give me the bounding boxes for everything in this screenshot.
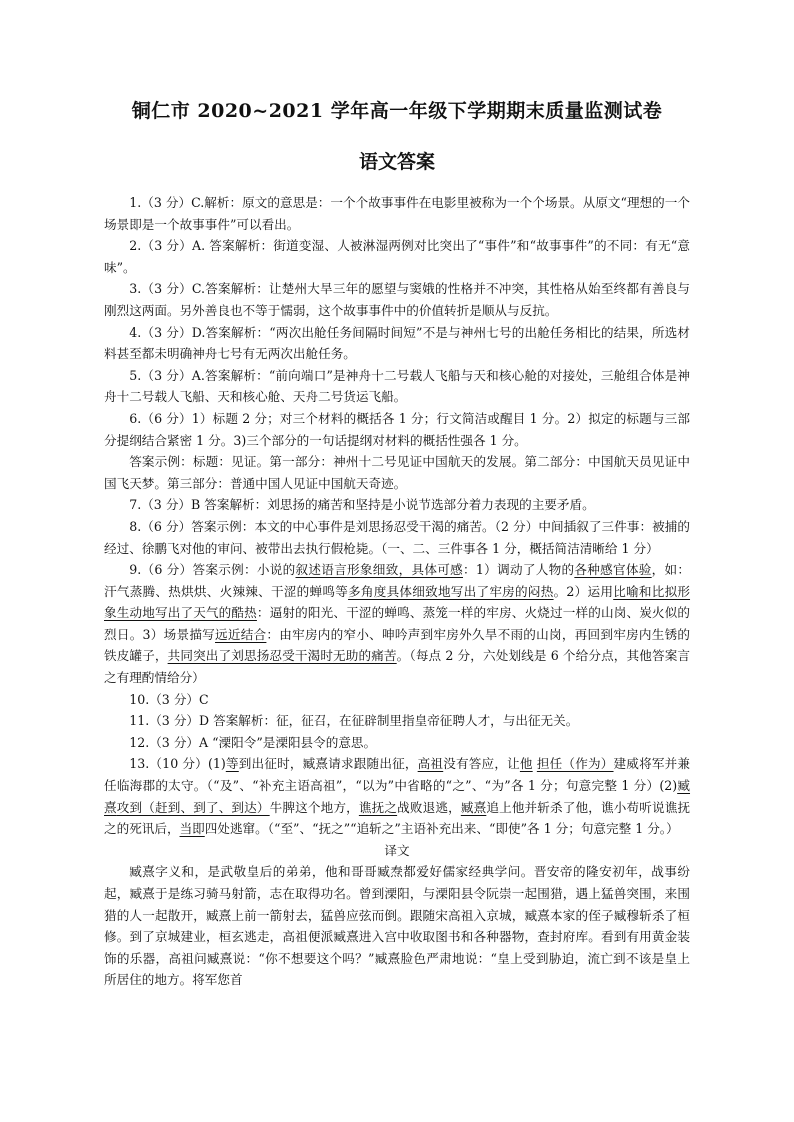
q13-underline: 等 — [225, 756, 239, 772]
answer-q3: 3.（3 分）C.答案解析：让楚州大旱三年的愿望与窦娥的性格并不冲突，其性格从始至终都有善良与刚烈这两面。另外善良也不等于懦弱，这个故事事件中的价值转折是顺从与反抗。 — [104, 281, 690, 318]
answer-q11: 11.（3 分）D 答案解析：征，征召，在征辟制里指皇帝征聘人才，与出征无关。 — [129, 713, 579, 729]
q13-text: 到出征时，臧熹请求跟随出征， — [238, 756, 418, 772]
q13-underline: 臧熹 — [104, 778, 691, 815]
translation-body: 臧熹字义和，是武敬皇后的弟弟，他和哥哥臧焘都爱好儒家经典学问。晋安帝的隆安初年，战事纷起，臧熹于是练习骑马射箭，志在取得功名。曾到溧阳，与溧阳县令阮崇一起围猎，遇上猛兽突围，来围猎的人一起散开，臧熹上前一箭射去，猛兽应弦而倒。跟随宋高祖入京城，臧熹本家的侄子臧穆斩杀了桓修。到了京城建业，桓玄逃走，高祖便派臧熹进入宫中收取图书和各种器物，查封府库。看到有用黄金装饰的乐器，高祖问臧熹说：“你不想要这个吗？”臧熹脸色严肃地说：“皇上受到胁迫，流亡到不该是皇上所居住的地方。将军您首 — [104, 864, 690, 988]
q9-text: ，如：汗气蒸腾、热烘烘、火辣辣、干涩的蝉鸣等 — [104, 562, 691, 599]
translation-heading: 译文 — [384, 842, 410, 858]
answer-q7: 7.（3 分）B 答案解析：刘思扬的痛苦和坚持是小说节选部分着力表现的主要矛盾。 — [129, 497, 595, 513]
q9-text: ：逼射的阳光、干涩的蝉鸣、蒸笼一样的牢房、火烧过一样的山岗、炭火似的烈日。3）场景描写 — [104, 605, 691, 642]
q13-text: 牛脾这个地方， — [269, 799, 359, 815]
q13-underline: 谯抚之 — [358, 799, 398, 815]
answer-q4: 4.（3 分）D.答案解析：“两次出舱任务间隔时间短”不是与神州七号的出舱任务相比的结果，所选材料甚至都未明确神舟七号有无两次出舱任务。 — [104, 324, 690, 362]
q9-text: 9.（6 分）答案示例：小说的 — [129, 562, 296, 578]
q13-underline: 攻到（赶到、到了、到达） — [116, 799, 270, 815]
q13-text: 追上他并斩杀了他，谯小苟听说谯抚之的死讯后， — [104, 799, 691, 837]
q9-underline: 多角度具体细致地写出了牢房的闷热 — [348, 583, 554, 599]
q9-text: ：由牢房内的窄小、呻吟声到牢房外久旱不雨的山岗，再回到牢房内生锈的铁皮罐子， — [104, 626, 691, 664]
q13-underline: 高祖 — [417, 756, 444, 772]
q13-underline: 他 — [519, 756, 533, 772]
answer-q1: 1.（3 分）C.解析：原文的意思是：一个个故事事件在电影里被称为一个个场景。从原文“理想的一个场景即是一个故事事件”可以看出。 — [104, 195, 690, 232]
answer-q5: 5.（3 分）A.答案解析：“前向端口”是神舟十二号载人飞船与天和核心舱的对接处，三舱组合体是神舟十二号载人飞船、天和核心舱、天舟二号货运飞船。 — [104, 367, 690, 405]
answer-q9 — [104, 559, 690, 689]
q9-underline: 远近结合 — [215, 626, 267, 642]
document-title: 铜仁市 2020~2021 学年高一年级下学期期末质量监测试卷 — [131, 100, 663, 122]
q13-text: 13.（10 分）(1) — [129, 756, 226, 772]
q13-underline: 臧熹 — [460, 799, 487, 815]
q9-text: 。（每点 2 分，六处划线是 6 个给分点，其他答案言之有理酌情给分） — [104, 648, 691, 686]
q9-text: ：1）调动了人物的 — [463, 562, 575, 578]
q9-underline: 共同突出了刘思扬忍受干渴时无助的痛苦 — [167, 648, 397, 664]
q9-underline: 各种感官体验 — [574, 562, 652, 578]
q13-text: 战败退逃， — [397, 799, 461, 815]
document-subtitle: 语文答案 — [358, 151, 435, 173]
answer-q10: 10.（3 分）C — [129, 691, 209, 707]
answer-q8: 8.（6 分）答案示例：本文的中心事件是刘思扬忍受干渴的痛苦。（2 分）中间插叙了三件事：被捕的经过、徐鹏飞对他的审问、被带出去执行假枪毙。（一、二、三件事各 1 分，概括简洁清晰给 1 分） — [104, 518, 690, 556]
q13-text: 四处逃窜。（“至”、“抚之”“追斩之”主语补充出来、“即使”各 1 分；句意完整 1 分。） — [204, 821, 679, 837]
q9-underline: 叙述语言形象细致，具体可感 — [295, 562, 463, 578]
answer-q13 — [104, 753, 690, 839]
q9-text: 。2）运用 — [553, 583, 614, 599]
q13-underline: 担任（作为） — [536, 756, 614, 772]
answer-q2: 2.（3 分）A. 答案解析：街道变湿、人被淋湿两例对比突出了“事件”和“故事事件”的不同：有无“意味”。 — [104, 238, 690, 275]
q13-text: 没有答应，让 — [443, 756, 520, 772]
answer-q6-example: 答案示例：标题：见证。第一部分：神州十二号见证中国航天的发展。第二部分：中国航天员见证中国飞天梦。第三部分：普通中国人见证中国航天奇迹。 — [104, 454, 690, 491]
q13-underline: 当即 — [179, 821, 205, 837]
answer-q12: 12.（3 分）A “溧阳令”是溧阳县令的意思。 — [129, 734, 377, 750]
q13-text: 建威将军并兼任临海郡的太守。（“及”、“补充主语高祖”，“以为”中省略的“之”、“为”各 1 分；句意完整 1 分）(2) — [104, 756, 691, 794]
q9-underline: 比喻和比拟形象生动地写出了天气的酷热 — [104, 583, 691, 621]
answer-q6-criteria: 6.（6 分）1）标题 2 分；对三个材料的概括各 1 分；行文简洁或醒目 1 分。2）拟定的标题与三部分提纲结合紧密 1 分。3)三个部分的一句话提纲对材料的概括性强各 1 分。 — [104, 410, 690, 448]
